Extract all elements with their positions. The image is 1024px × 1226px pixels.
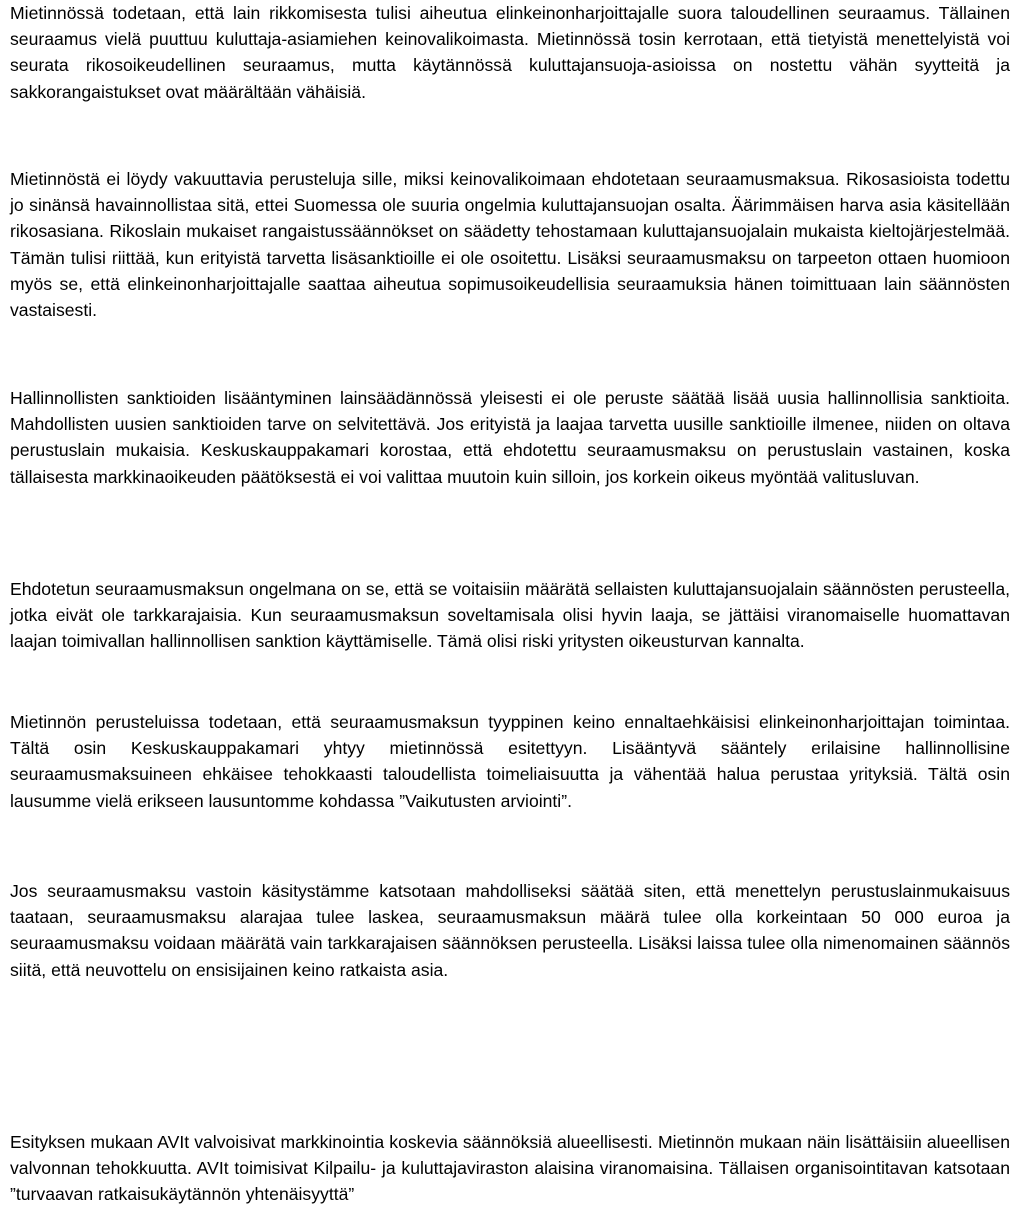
paragraph-no-justification: Mietinnöstä ei löydy vakuuttavia perusteluja sille, miksi keinovalikoimaan ehdotetaan seuraamusmaksua. Rikosasioista todettu jo sinänsä havainnollistaa sitä, ettei Suomessa ole suuria ongelmia kuluttajansuojan osalta. Äärimmäisen harva asia käsitellään rikosasiana. Rikoslain mukaiset rangaistussäännökset on säädetty tehostamaan kuluttajansuojalain mukaista kieltojärjestelmää. Tämän tulisi riittää, kun erityistä tarvetta lisäsanktioille ei ole osoitettu. Lisäksi seuraamusmaksu on tarpeeton ottaen huomioon myös se, että elinkeinonharjoittajalle saattaa aiheutua sopimusoikeudellisia seuraamuksia hänen toimittuaan lain säännösten vastaisesti. [10,169,1010,321]
paragraph-sanction-background: Mietinnössä todetaan, että lain rikkomisesta tulisi aiheutua elinkeinonharjoittajalle suora taloudellinen seuraamus. Tällainen seuraamus vielä puuttuu kuluttaja-asiamiehen keinovalikoimasta. Mietinnössä tosin kerrotaan, että tietyistä menettelyistä voi seurata rikosoikeudellinen seuraamus, mutta käytännössä kuluttajansuoja-asioissa on nostettu vähän syytteitä ja sakkorangaistukset ovat määrältään vähäisiä. [10,3,1010,102]
paragraph-avi-supervision: Esityksen mukaan AVIt valvoisivat markkinointia koskevia säännöksiä alueellisesti. Mietinnön mukaan näin lisättäisiin alueellisen valvonnan tehokkuutta. AVIt toimisivat Kilpailu- ja kuluttajaviraston alaisina viranomaisina. Tällaisen organisointitavan katsotaan ”turvaavan ratkaisukäytännön yhtenäisyyttä” [10,1132,1010,1205]
paragraph-problem-of-scope: Ehdotetun seuraamusmaksun ongelmana on se, että se voitaisiin määrätä sellaisten kuluttajansuojalain säännösten perusteella, jotka eivät ole tarkkarajaisia. Kun seuraamusmaksun soveltamisala olisi hyvin laaja, se jättäisi viranomaiselle huomattavan laajan toimivallan hallinnollisen sanktion käyttämiselle. Tämä olisi riski yritysten oikeusturvan kannalta. [10,579,1010,652]
paragraph-fallback-proposal: Jos seuraamusmaksu vastoin käsitystämme katsotaan mahdolliseksi säätää siten, että menettelyn perustuslainmukaisuus taataan, seuraamusmaksu alarajaa tulee laskea, seuraamusmaksun määrä tulee olla korkeintaan 50 000 euroa ja seuraamusmaksu voidaan määrätä vain tarkkarajaisen säännöksen perusteella. Lisäksi laissa tulee olla nimenomainen säännös siitä, että neuvottelu on ensisijainen keino ratkaista asia. [10,881,1010,980]
paragraph-preventive-effect: Mietinnön perusteluissa todetaan, että seuraamusmaksun tyyppinen keino ennaltaehkäisisi elinkeinonharjoittajan toimintaa. Tältä osin Keskuskauppakamari yhtyy mietinnössä esitettyyn. Lisääntyvä sääntely erilaisine hallinnollisine seuraamusmaksuineen ehkäisee tehokkaasti taloudellista toimeliaisuutta ja vähentää halua perustaa yrityksiä. Tältä osin lausumme vielä erikseen lausuntomme kohdassa ”Vaikutusten arviointi”. [10,712,1010,811]
paragraph-administrative-sanctions: Hallinnollisten sanktioiden lisääntyminen lainsäädännössä yleisesti ei ole peruste säätää lisää uusia hallinnollisia sanktioita. Mahdollisten uusien sanktioiden tarve on selvitettävä. Jos erityistä ja laajaa tarvetta uusille sanktioille ilmenee, niiden on oltava perustuslain mukaisia. Keskuskauppakamari korostaa, että ehdotettu seuraamusmaksu on perustuslain vastainen, koska tällaisesta markkinaoikeuden päätöksestä ei voi valittaa muutoin kuin silloin, jos korkein oikeus myöntää valitusluvan. [10,388,1010,487]
